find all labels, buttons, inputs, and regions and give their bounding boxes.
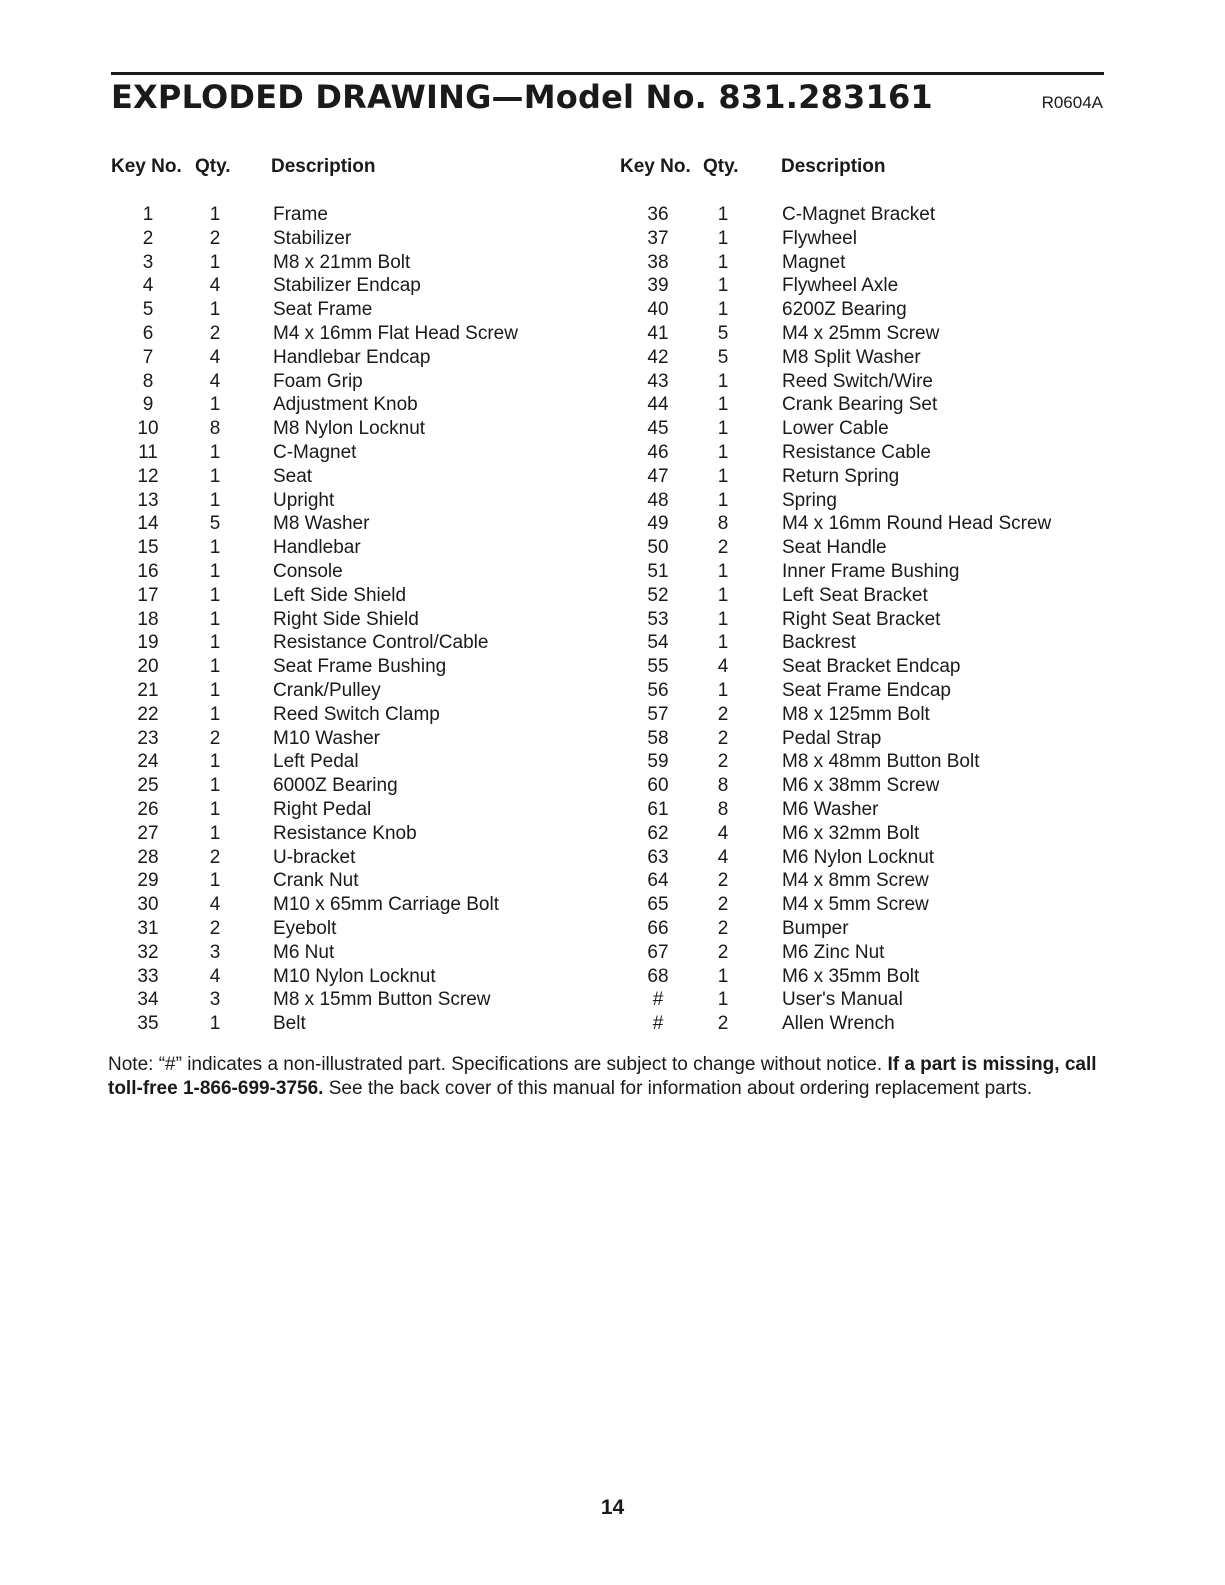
part-description: M4 x 16mm Round Head Screw xyxy=(782,513,1052,535)
note-text-intro: Note: “#” indicates a non-illustrated part. Specifications are subject to change without notice. xyxy=(108,1054,888,1075)
key-number: 42 xyxy=(647,346,669,368)
quantity: 1 xyxy=(209,584,221,606)
key-number: 59 xyxy=(647,751,669,773)
quantity: 2 xyxy=(717,751,729,773)
part-description: Eyebolt xyxy=(273,917,337,939)
key-number: 47 xyxy=(647,465,669,487)
part-description: M4 x 25mm Screw xyxy=(782,322,940,344)
key-number: 67 xyxy=(647,941,669,963)
quantity: 8 xyxy=(717,798,729,820)
column-header-key-right: Key No. xyxy=(620,156,691,177)
key-number: 33 xyxy=(137,965,159,987)
part-description: M8 Washer xyxy=(273,513,370,535)
part-description: Left Pedal xyxy=(273,751,359,773)
quantity: 1 xyxy=(209,465,221,487)
key-number: 18 xyxy=(137,608,159,630)
part-description: Belt xyxy=(273,1013,306,1035)
part-description: M8 Nylon Locknut xyxy=(273,418,426,440)
quantity: 1 xyxy=(717,584,729,606)
quantity: 4 xyxy=(209,370,221,392)
parts-note xyxy=(108,1053,1108,1101)
key-number: 58 xyxy=(647,727,669,749)
part-description: Return Spring xyxy=(782,465,900,487)
key-number: 6 xyxy=(142,322,154,344)
part-description: Right Side Shield xyxy=(273,608,419,630)
quantity: 4 xyxy=(209,275,221,297)
part-description: Handlebar Endcap xyxy=(273,346,431,368)
quantity: 1 xyxy=(209,656,221,678)
quantity: 1 xyxy=(717,394,729,416)
key-number: 52 xyxy=(647,584,669,606)
part-description: Spring xyxy=(782,489,837,511)
key-number: 13 xyxy=(137,489,159,511)
quantity: 2 xyxy=(209,322,221,344)
quantity: 1 xyxy=(209,703,221,725)
key-number: 15 xyxy=(137,537,159,559)
key-number: 20 xyxy=(137,656,159,678)
key-number: 35 xyxy=(137,1013,159,1035)
part-description: M4 x 8mm Screw xyxy=(782,870,929,892)
key-number: 60 xyxy=(647,775,669,797)
quantity: 2 xyxy=(717,894,729,916)
column-header-qty-left: Qty. xyxy=(195,156,231,177)
quantity: 1 xyxy=(209,441,221,463)
quantity: 2 xyxy=(209,846,221,868)
quantity: 1 xyxy=(717,227,729,249)
quantity: 4 xyxy=(717,822,729,844)
quantity: 1 xyxy=(209,394,221,416)
key-number: 8 xyxy=(142,370,154,392)
part-description: Crank/Pulley xyxy=(273,679,381,701)
key-number: 7 xyxy=(142,346,154,368)
quantity: 1 xyxy=(209,299,221,321)
key-number: 39 xyxy=(647,275,669,297)
key-number: 43 xyxy=(647,370,669,392)
key-number: 19 xyxy=(137,632,159,654)
column-header-key-left: Key No. xyxy=(111,156,182,177)
part-description: Magnet xyxy=(782,251,846,273)
quantity: 1 xyxy=(209,204,221,225)
part-description: Lower Cable xyxy=(782,418,889,440)
part-description: M6 x 35mm Bolt xyxy=(782,965,920,987)
part-description: Frame xyxy=(273,204,328,225)
part-description: M8 x 48mm Button Bolt xyxy=(782,751,980,773)
page-number: 14 xyxy=(600,1496,625,1519)
part-description: Reed Switch/Wire xyxy=(782,370,933,392)
key-number: 1 xyxy=(142,204,154,225)
quantity: 1 xyxy=(209,870,221,892)
key-number: 37 xyxy=(647,227,669,249)
quantity: 1 xyxy=(209,798,221,820)
key-number: 34 xyxy=(137,989,159,1011)
key-number: 55 xyxy=(647,656,669,678)
quantity: 1 xyxy=(717,632,729,654)
key-number: 26 xyxy=(137,798,159,820)
quantity: 1 xyxy=(209,1013,221,1035)
part-description: M4 x 16mm Flat Head Screw xyxy=(273,322,518,344)
key-number: 46 xyxy=(647,441,669,463)
quantity: 2 xyxy=(717,703,729,725)
key-number: 66 xyxy=(647,917,669,939)
key-number: 12 xyxy=(137,465,159,487)
part-description: Foam Grip xyxy=(273,370,363,392)
key-number: 2 xyxy=(142,227,154,249)
quantity: 5 xyxy=(717,346,729,368)
quantity: 1 xyxy=(209,489,221,511)
part-description: Flywheel xyxy=(782,227,857,249)
part-description: Inner Frame Bushing xyxy=(782,560,960,582)
quantity: 1 xyxy=(209,251,221,273)
quantity: 8 xyxy=(717,775,729,797)
quantity: 1 xyxy=(209,775,221,797)
quantity: 1 xyxy=(717,608,729,630)
key-number: 45 xyxy=(647,418,669,440)
quantity: 1 xyxy=(717,251,729,273)
part-description: Flywheel Axle xyxy=(782,275,899,297)
part-description: Adjustment Knob xyxy=(273,394,418,416)
key-number: 51 xyxy=(647,560,669,582)
quantity: 1 xyxy=(717,465,729,487)
note-text-ordering: See the back cover of this manual for information about ordering replacement parts. xyxy=(323,1078,1033,1099)
part-description: Stabilizer Endcap xyxy=(273,275,421,297)
quantity: 1 xyxy=(209,751,221,773)
part-description: Console xyxy=(273,560,343,582)
part-description: Seat Bracket Endcap xyxy=(782,656,961,678)
key-number: 11 xyxy=(138,441,158,463)
key-number: 28 xyxy=(137,846,159,868)
part-description: M6 x 32mm Bolt xyxy=(782,822,920,844)
part-description: Upright xyxy=(273,489,335,511)
part-description: Crank Nut xyxy=(273,870,359,892)
part-description: Resistance Control/Cable xyxy=(273,632,489,654)
part-description: M10 Nylon Locknut xyxy=(273,965,436,987)
key-number: 41 xyxy=(647,322,669,344)
part-description: Pedal Strap xyxy=(782,727,882,749)
quantity: 2 xyxy=(717,537,729,559)
part-description: Allen Wrench xyxy=(782,1013,895,1035)
column-header-qty-right: Qty. xyxy=(703,156,739,177)
quantity: 2 xyxy=(209,227,221,249)
part-description: Resistance Knob xyxy=(273,822,417,844)
quantity: 1 xyxy=(717,560,729,582)
part-description: M8 Split Washer xyxy=(782,346,921,368)
part-description: Reed Switch Clamp xyxy=(273,703,440,725)
part-description: Seat Frame Endcap xyxy=(782,679,951,701)
quantity: 3 xyxy=(209,941,221,963)
quantity: 2 xyxy=(717,917,729,939)
quantity: 1 xyxy=(717,965,729,987)
part-description: Left Seat Bracket xyxy=(782,584,928,606)
part-description: M6 Nylon Locknut xyxy=(782,846,935,868)
key-number: 29 xyxy=(137,870,159,892)
key-number: 3 xyxy=(142,251,154,273)
part-description: M8 x 15mm Button Screw xyxy=(273,989,491,1011)
part-description: M4 x 5mm Screw xyxy=(782,894,929,916)
key-number: 17 xyxy=(137,584,159,606)
quantity: 4 xyxy=(717,846,729,868)
part-description: Crank Bearing Set xyxy=(782,394,938,416)
quantity: 1 xyxy=(717,441,729,463)
part-description: C-Magnet xyxy=(273,441,357,463)
key-number: 56 xyxy=(647,679,669,701)
key-number: 61 xyxy=(647,798,669,820)
quantity: 4 xyxy=(209,894,221,916)
key-number: 50 xyxy=(647,537,669,559)
key-number: 65 xyxy=(647,894,669,916)
quantity: 1 xyxy=(209,560,221,582)
quantity: 1 xyxy=(209,608,221,630)
part-description: U-bracket xyxy=(273,846,356,868)
quantity: 1 xyxy=(717,418,729,440)
part-description: Resistance Cable xyxy=(782,441,931,463)
key-number: 36 xyxy=(647,204,669,225)
quantity: 8 xyxy=(209,418,221,440)
part-description: 6000Z Bearing xyxy=(273,775,398,797)
note-text-missing-part: If a part is missing, call toll-free 1-866-699-3756. xyxy=(108,1054,1097,1099)
key-number: 9 xyxy=(142,394,154,416)
key-number: 23 xyxy=(137,727,159,749)
quantity: 2 xyxy=(717,1013,729,1035)
quantity: 1 xyxy=(717,204,729,225)
key-number: 54 xyxy=(647,632,669,654)
key-number: 4 xyxy=(142,275,154,297)
part-description: M10 x 65mm Carriage Bolt xyxy=(273,894,499,916)
reference-code: R0604A xyxy=(1041,93,1103,112)
part-description: Seat Frame xyxy=(273,299,373,321)
part-description: Stabilizer xyxy=(273,227,352,249)
column-header-desc-left: Description xyxy=(271,156,376,177)
key-number: 31 xyxy=(137,917,159,939)
part-description: M6 x 38mm Screw xyxy=(782,775,940,797)
key-number: 32 xyxy=(137,941,159,963)
key-number: 68 xyxy=(647,965,669,987)
part-description: M10 Washer xyxy=(273,727,380,749)
key-number: 5 xyxy=(142,299,154,321)
key-number: 21 xyxy=(137,679,159,701)
quantity: 4 xyxy=(717,656,729,678)
key-number: 22 xyxy=(137,703,159,725)
part-description: M6 Washer xyxy=(782,798,879,820)
quantity: 1 xyxy=(717,989,729,1011)
quantity: 5 xyxy=(717,322,729,344)
quantity: 1 xyxy=(717,370,729,392)
key-number: 40 xyxy=(647,299,669,321)
key-number: 16 xyxy=(137,560,159,582)
key-number: 27 xyxy=(137,822,159,844)
part-description: Right Pedal xyxy=(273,798,372,820)
key-number: 38 xyxy=(647,251,669,273)
key-number: 64 xyxy=(647,870,669,892)
key-number: 14 xyxy=(137,513,159,535)
part-description: Seat Frame Bushing xyxy=(273,656,447,678)
quantity: 5 xyxy=(209,513,221,535)
quantity: 2 xyxy=(717,870,729,892)
part-description: Seat xyxy=(273,465,313,487)
part-description: M6 Zinc Nut xyxy=(782,941,885,963)
quantity: 1 xyxy=(209,537,221,559)
quantity: 8 xyxy=(717,513,729,535)
key-number: # xyxy=(652,1013,664,1035)
key-number: 24 xyxy=(137,751,159,773)
part-description: M8 x 125mm Bolt xyxy=(782,703,930,725)
part-description: Handlebar xyxy=(273,537,361,559)
quantity: 1 xyxy=(717,679,729,701)
quantity: 1 xyxy=(209,679,221,701)
part-description: Bumper xyxy=(782,917,849,939)
quantity: 2 xyxy=(717,727,729,749)
part-description: 6200Z Bearing xyxy=(782,299,907,321)
page-title: EXPLODED DRAWING—Model No. 831.283161 xyxy=(111,78,933,116)
key-number: 63 xyxy=(647,846,669,868)
part-description: M8 x 21mm Bolt xyxy=(273,251,411,273)
key-number: 49 xyxy=(647,513,669,535)
quantity: 1 xyxy=(209,632,221,654)
part-description: M6 Nut xyxy=(273,941,335,963)
key-number: 48 xyxy=(647,489,669,511)
part-description: C-Magnet Bracket xyxy=(782,204,936,225)
column-header-desc-right: Description xyxy=(781,156,886,177)
quantity: 2 xyxy=(717,941,729,963)
part-description: Seat Handle xyxy=(782,537,887,559)
quantity: 2 xyxy=(209,727,221,749)
quantity: 1 xyxy=(717,275,729,297)
key-number: 44 xyxy=(647,394,669,416)
key-number: 53 xyxy=(647,608,669,630)
part-description: Left Side Shield xyxy=(273,584,407,606)
key-number: # xyxy=(652,989,664,1011)
key-number: 62 xyxy=(647,822,669,844)
key-number: 30 xyxy=(137,894,159,916)
quantity: 3 xyxy=(209,989,221,1011)
quantity: 4 xyxy=(209,346,221,368)
quantity: 2 xyxy=(209,917,221,939)
quantity: 1 xyxy=(717,489,729,511)
key-number: 10 xyxy=(137,418,159,440)
quantity: 1 xyxy=(717,299,729,321)
quantity: 4 xyxy=(209,965,221,987)
key-number: 25 xyxy=(137,775,159,797)
part-description: Right Seat Bracket xyxy=(782,608,941,630)
title-rule xyxy=(111,72,1104,75)
key-number: 57 xyxy=(647,703,669,725)
part-description: Backrest xyxy=(782,632,856,654)
quantity: 1 xyxy=(209,822,221,844)
part-description: User's Manual xyxy=(782,989,903,1011)
